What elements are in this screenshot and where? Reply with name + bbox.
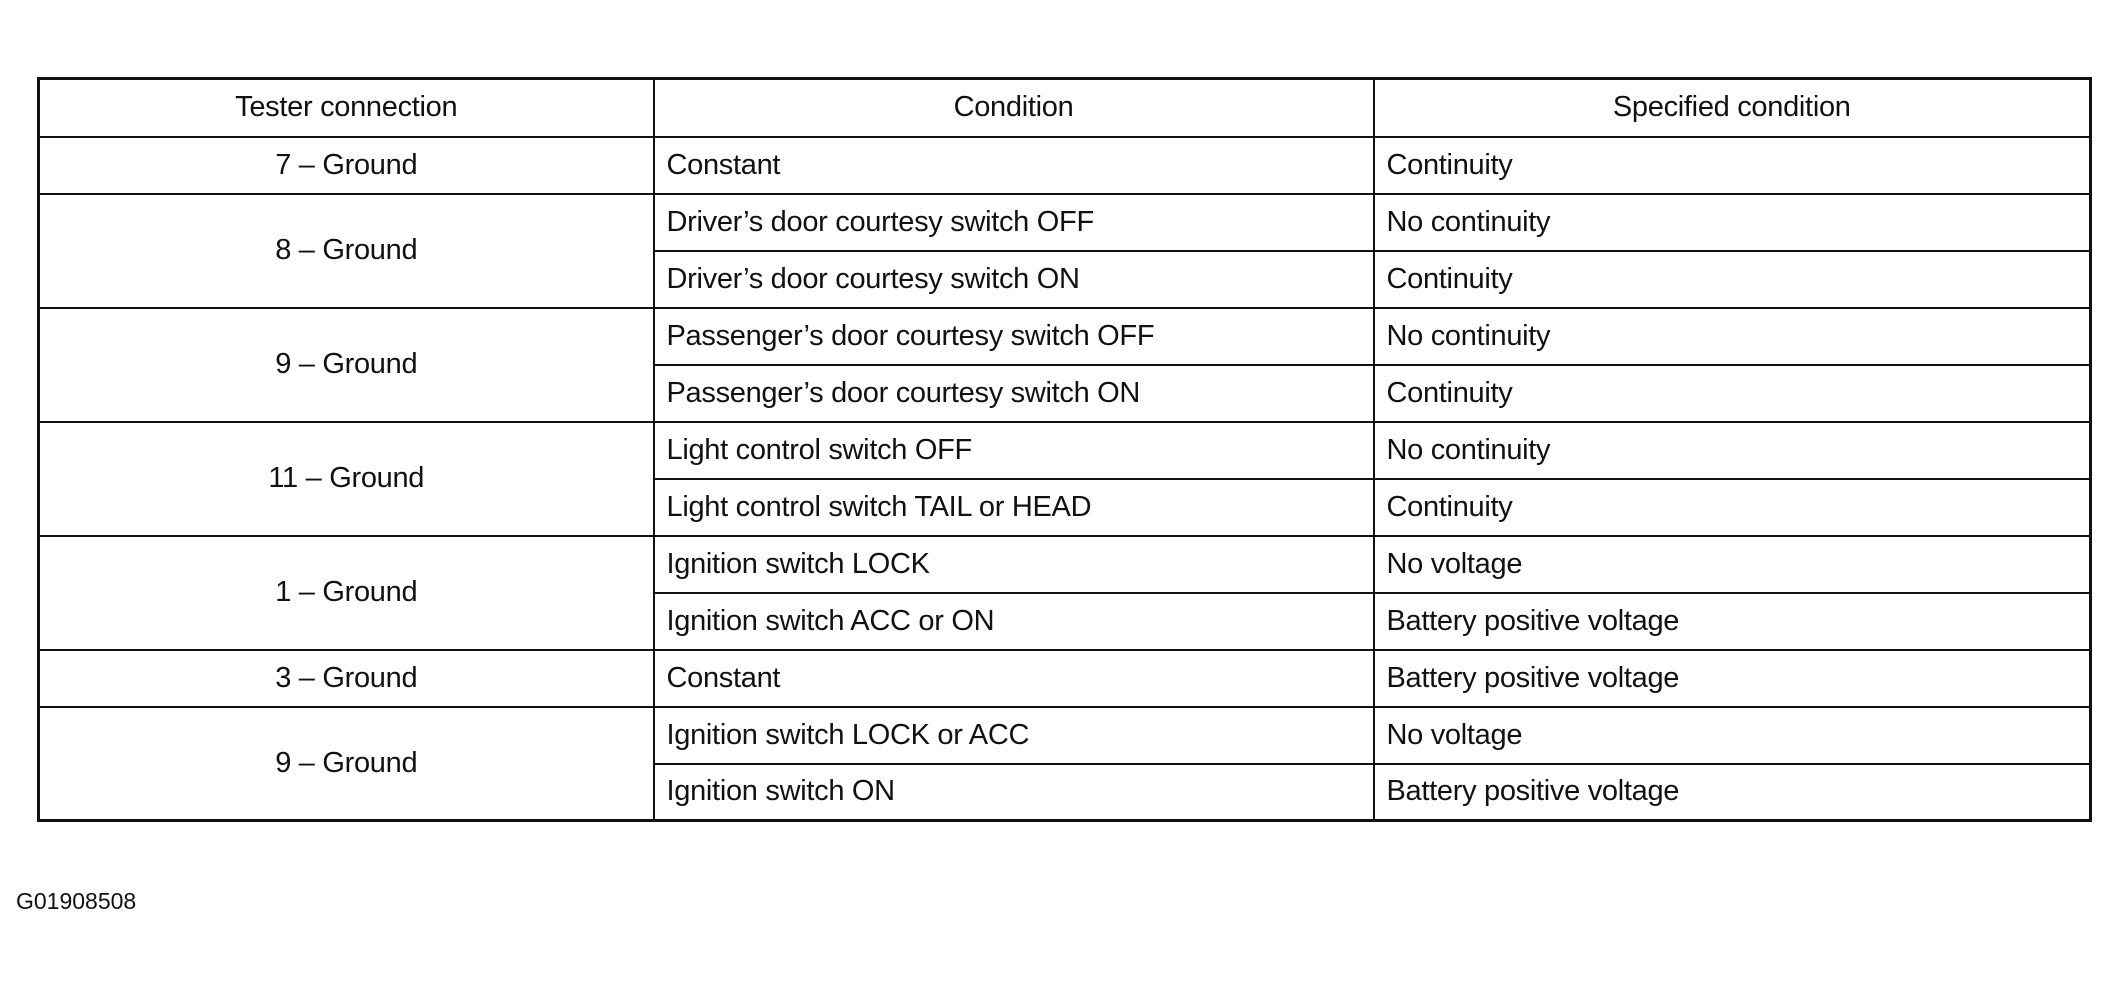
tester-connection-cell: 7 – Ground [39,137,654,194]
specified-condition-cell: Battery positive voltage [1374,650,2091,707]
table-row [39,308,2091,365]
tester-connection-cell: 9 – Ground [39,308,654,422]
table-row [39,707,2091,764]
condition-cell: Ignition switch ACC or ON [654,593,1374,650]
condition-cell: Constant [654,650,1374,707]
specified-condition-cell: No continuity [1374,194,2091,251]
condition-cell: Ignition switch LOCK [654,536,1374,593]
header-condition: Condition [654,79,1374,137]
tester-connection-cell: 1 – Ground [39,536,654,650]
condition-cell: Light control switch TAIL or HEAD [654,479,1374,536]
condition-cell: Driver’s door courtesy switch ON [654,251,1374,308]
figure-id-label: G01908508 [16,888,137,914]
condition-cell: Light control switch OFF [654,422,1374,479]
specified-condition-cell: Battery positive voltage [1374,764,2091,821]
table-row [39,422,2091,479]
table-row [39,194,2091,251]
specified-condition-cell: Continuity [1374,365,2091,422]
tester-connection-cell: 11 – Ground [39,422,654,536]
specified-condition-cell: No continuity [1374,308,2091,365]
condition-cell: Constant [654,137,1374,194]
specified-condition-cell: No voltage [1374,707,2091,764]
specified-condition-cell: Continuity [1374,251,2091,308]
condition-cell: Driver’s door courtesy switch OFF [654,194,1374,251]
specified-condition-cell: No continuity [1374,422,2091,479]
header-row [39,79,2091,137]
table-row [39,137,2091,194]
tester-connection-cell: 9 – Ground [39,707,654,821]
condition-cell: Passenger’s door courtesy switch ON [654,365,1374,422]
specified-condition-cell: Continuity [1374,479,2091,536]
condition-cell: Ignition switch LOCK or ACC [654,707,1374,764]
header-tester-connection: Tester connection [39,79,654,137]
specified-condition-cell: Battery positive voltage [1374,593,2091,650]
tester-connection-cell: 8 – Ground [39,194,654,308]
condition-cell: Passenger’s door courtesy switch OFF [654,308,1374,365]
specified-condition-cell: No voltage [1374,536,2091,593]
header-specified-condition: Specified condition [1374,79,2091,137]
tester-connection-cell: 3 – Ground [39,650,654,707]
specified-condition-cell: Continuity [1374,137,2091,194]
table-row [39,536,2091,593]
condition-cell: Ignition switch ON [654,764,1374,821]
specification-table [37,77,2092,822]
table-row [39,650,2091,707]
